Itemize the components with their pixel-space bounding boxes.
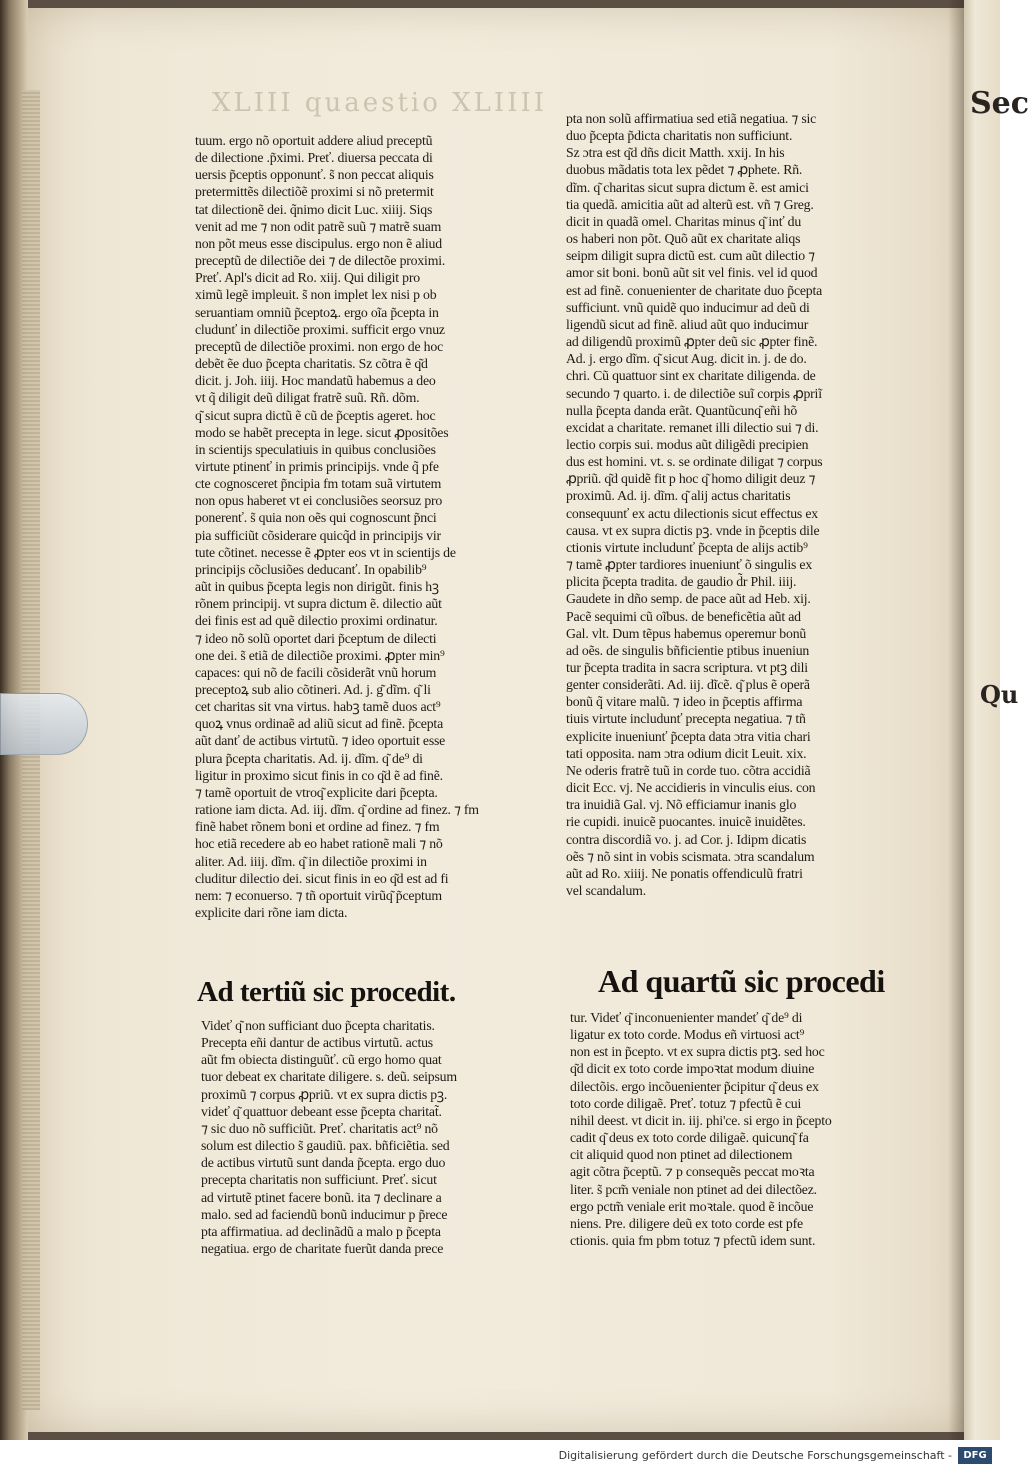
text-line: cit aliquid quod non ptinet ad dilectionem: [570, 1147, 793, 1163]
text-line: q͂ sicut supra dictũ ẽ cũ de p̃ceptis ageret. hoc: [195, 407, 436, 423]
text-line: chri. Cũ quattuor sint ex charitate diligenda. de: [566, 368, 816, 384]
text-line: os haberi non põt. Quõ aũt ex charitate aliqs: [566, 231, 801, 247]
text-line: proximũ. Ad. ij. dĩm. q͂ alij actus charitatis: [566, 488, 791, 504]
text-line: ximũ legẽ impleuit. s̃ non implet lex nisi p ob: [195, 287, 437, 303]
text-line: Gaudete in dño semp. de pace aũt ad Heb. xij.: [566, 591, 811, 607]
text-line: cludunť in dilectiõe proximi. sufficit ergo vnuz: [195, 321, 445, 337]
text-line: amor sit boni. bonũ aũt sit vel finis. vel id quod: [566, 265, 818, 281]
footer-bar: [0, 1440, 1000, 1473]
text-line: capaces: qui nõ de facili cõsiderãt vnũ horum: [195, 664, 437, 680]
text-line: ⁊ tamẽ ꝓpter tardiores inueniunť õ singulis ex: [566, 557, 813, 573]
text-line: de dilectione .p̃ximi. Preť. diuersa peccata di: [195, 150, 433, 166]
text-line: ligatur ex toto corde. Modus eñ virtuosi act⁹: [570, 1027, 805, 1043]
text-line: tat dilectionẽ dei. q̃nimo dicit Luc. xiiij. Siqs: [195, 201, 433, 217]
text-line: ligendũ sicut ad finẽ. aliud aũt quo inducimur: [566, 316, 809, 332]
text-line: pta non solũ affirmatiua sed etiã negatiua. ⁊ sic: [566, 111, 817, 126]
text-line: pretermittẽs dilectiõẽ proximi si nõ pretermit: [195, 184, 434, 200]
text-line: duobus mãdatis tota lex pẽdet ⁊ ꝓphete. Rñ.: [566, 162, 803, 178]
text-line: sufficiunt. vnũ quidẽ quo inducimur ad deũ di: [566, 299, 810, 315]
text-line: precepta charitatis non sufficiunt. Preť. sicut: [201, 1172, 437, 1188]
text-line: dicit Ecc. vj. Ne accidieris in vinculis eius. con: [566, 780, 816, 796]
text-line: tati opposita. nam ɔtra odium dicit Leuit. xix.: [566, 745, 807, 761]
text-line: ponerenť. s̃ quia non oẽs qui cognoscunt p̃nci: [195, 510, 437, 526]
text-line: cluditur dilectio dei. sicut finis in eo q͂d est ad fi: [195, 870, 449, 886]
text-line: niens. Pre. diligere deũ ex toto corde est pfe: [570, 1215, 803, 1231]
text-line: plicita p̃cepta tradita. de gaudio d̃r Phil. iiij.: [566, 574, 797, 590]
text-line: nulla p̃cepta danda erãt. Quantũcunq͂ eñi hõ: [566, 402, 798, 418]
text-line: dĩm. q͂ charitas sicut supra dictum ẽ. est amici: [566, 179, 809, 195]
text-line: de actibus virtutũ sunt danda p̃cepta. ergo duo: [201, 1155, 446, 1171]
text-line: ad diligendũ proximũ ꝓpter deũ sic ꝓpter finẽ.: [566, 334, 818, 350]
text-line: ⁊ sic duo nõ sufficiũt. Preť. charitatis act⁹ nõ: [201, 1120, 438, 1136]
footer-credit: Digitalisierung gefördert durch die Deutsche Forschungsgemeinschaft -: [558, 1449, 952, 1462]
text-line: ligitur in proximo sicut finis in co q͂d ẽ ad finẽ.: [195, 767, 443, 783]
text-line: non est in p̃cepto. vt ex supra dictis ptꝫ. sed hoc: [570, 1044, 825, 1060]
text-line: vt q̃ diligit deũ diligat fratrẽ suũ. Rñ. dõm.: [195, 390, 420, 406]
text-line: dicit in quadã omel. Charitas minus q͂ inť du: [566, 213, 802, 229]
text-line: aũt fm obiecta distinguũť. cũ ergo homo quat: [201, 1052, 442, 1068]
text-line: videť q͂ quattuor debeant esse p̃cepta charitat̃.: [201, 1103, 442, 1119]
text-line: nem: ⁊ econuerso. ⁊ tñ oportuit virũq͂ p̃ceptum: [195, 887, 442, 903]
text-line: Ad. j. ergo dĩm. q͂ sicut Aug. dicit in. j. de do.: [566, 351, 807, 367]
page-clip: [0, 693, 88, 755]
text-line: tuum. ergo nõ oportuit addere aliud preceptũ: [195, 133, 433, 148]
text-line: nihil deest. vt dicit in. iij. phi'ce. si ergo in p̃cepto: [570, 1112, 832, 1128]
text-line: aũt in quibus p̃cepta legis non dirigũt. finis hꝫ: [195, 579, 439, 595]
text-line: rie cupidi. inuicẽ puocantes. inuicẽ inuidẽtes.: [566, 814, 806, 830]
text-line: liter. s̃ pcm̃ veniale non ptinet ad dei dilectõez.: [570, 1181, 817, 1197]
text-line: causa. vt ex supra dictis pꝫ. vnde in p̃ceptis dile: [566, 522, 820, 538]
text-line: Precepta eñi dantur de actibus virtutũ. actus: [201, 1035, 433, 1051]
text-line: malo. sed ad faciendũ bonũ inducimur p p̃rece: [201, 1206, 448, 1222]
text-line: cte cognosceret p̃ncipia fm totam suã virtutem: [195, 476, 442, 492]
text-line: ratione iam dicta. Ad. iij. dĩm. q͂ ordine ad finez. ⁊ fm: [195, 802, 479, 818]
text-line: cadit q͂ deus ex toto corde diligaẽ. quicunq͂ fa: [570, 1130, 809, 1146]
text-line: aũt ad Ro. xiiij. Ne ponatis offendiculũ fratri: [566, 865, 803, 881]
text-line: solum est dilectio s̃ gaudiũ. pax. bñficiẽtia. sed: [201, 1138, 450, 1154]
text-line: pia sufficiũt cõsiderare quicq̃d in principijs vir: [195, 527, 441, 543]
text-line: excidat a charitate. remanet illi dilectio sui ⁊ di.: [566, 419, 819, 435]
text-line: tur p̃cepta tradita in sacra scriptura. vt ptꝫ dili: [566, 660, 808, 675]
text-line: tiuis virtute includunť precepta negatiua. ⁊ tñ: [566, 711, 806, 727]
text-line: ctionis. quia fm pbm totuz ⁊ pfectũ idem sunt.: [570, 1233, 816, 1249]
text-line: aũt danť de actibus virtutũ. ⁊ ideo oportuit esse: [195, 733, 446, 749]
text-line: agit cõtra p̃ceptũ. ⁊ p consequẽs peccat moꝛta: [570, 1164, 815, 1180]
text-line: pta affirmatiua. ad declinãdũ a malo p p̃cepta: [201, 1223, 441, 1239]
facing-page-fragment: Qu: [980, 680, 1019, 709]
text-line: q͂d dicit ex toto corde impoꝛtat modum diuine: [570, 1061, 815, 1077]
text-line: est ad finẽ. conuenienter de charitate duo p̃cepta: [566, 282, 823, 298]
text-line: explicite dari rõne iam dicta.: [195, 905, 348, 921]
text-line: tia quedã. amicitia aũt ad alterũ est. vñ ⁊ Greg.: [566, 196, 814, 212]
text-line: genter considerãti. Ad. iij. dĩcẽ. q͂ plus ẽ operã: [566, 677, 810, 693]
text-line: uersis p̃ceptis opponunť. s̃ non peccat aliquis: [195, 167, 434, 183]
text-line: Sz ɔtra est q͂d dñs dicit Matth. xxij. In his: [566, 145, 785, 161]
section-heading-quartum: Ad quartũ sic procedi: [598, 963, 885, 999]
text-line: dus est homini. vt. s. se ordinate diligat ⁊ corpus: [566, 454, 823, 470]
text-line: in scientijs speculatiuis in quibus conclusiões: [195, 441, 436, 457]
text-line: hoc etiã recedere ab eo habet rationẽ mali ⁊ nõ: [195, 836, 443, 852]
left-column-text-lower: [201, 1017, 556, 1257]
text-line: bonũ q̃ vitare malũ. ⁊ ideo in p̃ceptis affirma: [566, 694, 803, 710]
text-line: virtute ptinenť in primis principijs. vnde q̃ pfe: [195, 458, 439, 474]
text-line: consequunť ex actu dilectionis sicut effectus ex: [566, 505, 818, 521]
dfg-logo: DFG: [958, 1447, 992, 1464]
text-line: tute cõtinet. necesse ẽ ꝓpter eos vt in scientijs de: [195, 544, 456, 560]
text-line: Gal. vlt. Dum tẽpus habemus operemur bonũ: [566, 625, 807, 641]
text-line: non opus haberet vt ei conclusiões seorsuz pro: [195, 493, 443, 509]
text-line: aliter. Ad. iiij. dĩm. q͂ in dilectiõe proximi in: [195, 853, 427, 869]
text-line: finẽ habet rõnem boni et ordine ad finez. ⁊ fm: [195, 819, 440, 835]
text-line: debẽt ẽe duo p̃cepta charitatis. Sz cõtra ẽ q͂d: [195, 356, 428, 372]
right-column-text-lower: [570, 1009, 913, 1249]
text-line: Preť. Apl's dicit ad Ro. xiij. Qui diligit pro: [195, 270, 420, 286]
text-line: non põt meus esse discipulus. ergo non ẽ aliud: [195, 235, 442, 251]
text-line: preceptũ de dilectiõe dei ⁊ de dilectõe proximi.: [195, 253, 446, 269]
left-column-text: [195, 132, 550, 921]
text-line: preceptoꝝ sub alio cõtineri. Ad. j. g͂ dĩm. q͂ li: [195, 682, 431, 697]
text-line: explicite inueniunť p̃cepta data ɔtra vitia chari: [566, 728, 811, 744]
text-line: preceptũ de dilectiõe proximi. non ergo de hoc: [195, 338, 444, 354]
text-line: Ne oderis fratrẽ tuũ in corde tuo. cõtra accidiã: [566, 762, 811, 778]
text-line: venit ad me ⁊ non odit patrẽ suũ ⁊ matrẽ suam: [195, 218, 442, 234]
text-line: plura p̃cepta charitatis. Ad. ij. dĩm. q͂ de⁹ di: [195, 750, 423, 766]
text-line: Videť q͂ non sufficiant duo p̃cepta charitatis.: [201, 1018, 435, 1033]
text-line: seruantiam omniũ p̃ceptoꝝ. ergo oĩa p̃cepta in: [195, 304, 439, 320]
text-line: proximũ ⁊ corpus ꝓpriũ. vt ex supra dictis pꝫ.: [201, 1086, 448, 1102]
text-line: ctionis virtute includunť p̃cepta de alijs actib⁹: [566, 539, 808, 555]
text-line: cet charitas sit vna virtus. habꝫ tamẽ duos act⁹: [195, 699, 441, 715]
text-line: dei finis est ad quẽ dilectio proximi ordinatur.: [195, 613, 438, 629]
text-line: dicit. j. Joh. iiij. Hoc mandatũ habemus a deo: [195, 373, 436, 389]
text-line: ⁊ tamẽ oportuit de vtroq͂ explicite dari p̃cepta.: [195, 784, 438, 800]
text-line: ⁊ ideo nõ solũ oportet dari p̃ceptum de dilecti: [195, 630, 437, 646]
text-line: lectio corpis sui. modus aũt diligẽdi precipien: [566, 436, 809, 452]
text-line: ꝓpriũ. q͂d quidẽ fit p hoc q͂ homo diligit deuz ⁊: [566, 471, 816, 487]
text-line: tur. Videť q͂ inconuenienter mandeť q͂ de⁹ di: [570, 1010, 803, 1025]
text-line: Pacẽ sequimi cũ oĩbus. de beneficẽtia aũt ad: [566, 608, 801, 624]
text-line: ad virtutẽ ptinet facere bonũ. ita ⁊ declinare a: [201, 1189, 442, 1205]
text-line: dilectõis. ergo incõuenienter p̃cipitur q͂ deus ex: [570, 1078, 819, 1094]
text-line: duo p̃cepta p̃dicta charitatis non sufficiunt.: [566, 128, 793, 144]
text-line: principijs cõclusiões deducanť. In opabilib⁹: [195, 561, 427, 577]
text-line: toto corde diligaẽ. Preť. totuz ⁊ pfectũ ẽ cui: [570, 1095, 802, 1111]
text-line: vel scandalum.: [566, 883, 646, 899]
section-heading-tertium: Ad tertiũ sic procedit.: [197, 976, 456, 1008]
text-line: oẽs ⁊ nõ sint in vobis scismata. ɔtra scandalum: [566, 848, 815, 864]
running-head: XLIII quaestio XLIIII: [212, 88, 548, 118]
text-line: tuor debeat ex charitate diligere. s. deũ. seipsum: [201, 1069, 457, 1085]
text-line: secundo ⁊ quarto. i. de dilectiõe suĩ corpis ꝓpriĩ: [566, 385, 822, 401]
text-line: ergo pctm̃ veniale erit moꝛtale. quod ẽ incõue: [570, 1198, 814, 1214]
text-line: tra inuidiã Gal. vj. Nõ efficiamur inanis glo: [566, 797, 797, 813]
facing-page-heading: Sec: [970, 86, 1029, 121]
text-line: contra discordiã vo. j. ad Cor. j. Idipm dicatis: [566, 831, 807, 847]
text-line: negatiua. ergo de charitate fuerũt danda prece: [201, 1241, 444, 1257]
text-line: one dei. s̃ etiã de dilectiõe proximi. ꝓpter min⁹: [195, 647, 445, 663]
text-line: ad oẽs. de singulis bñficientie ptibus inueniun: [566, 642, 810, 658]
right-column-text: [566, 110, 911, 899]
text-line: seipm diligit supra dictũ est. cum aũt dilectio ⁊: [566, 248, 815, 264]
text-line: rõnem principij. vt supra dictum ẽ. dilectio aũt: [195, 596, 442, 612]
text-line: quoꝝ vnus ordinaẽ ad aliũ sicut ad finẽ. p̃cepta: [195, 716, 443, 732]
text-line: modo se habẽt precepta in lege. sicut ꝓpositões: [195, 424, 449, 440]
